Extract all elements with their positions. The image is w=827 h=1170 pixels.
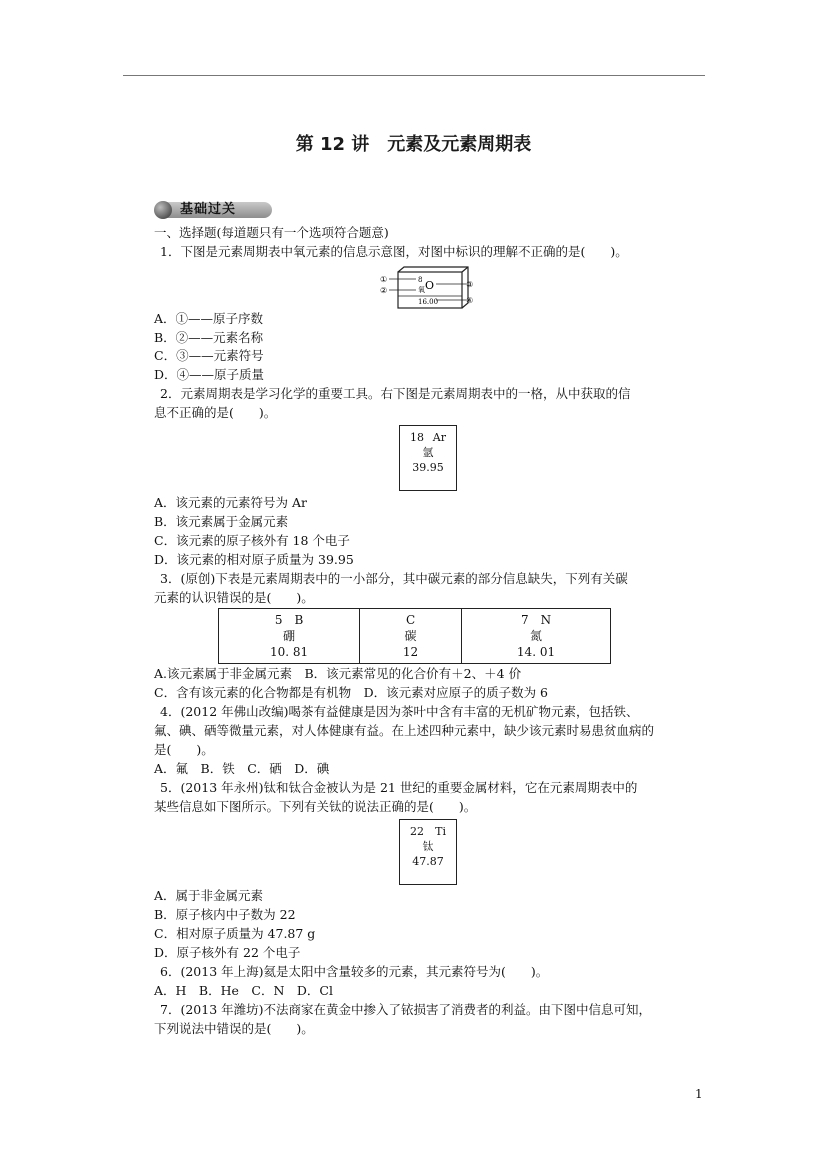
q3-options-1: A.该元素属于非金属元素 B．该元素常见的化合价有＋2、＋4 价 (154, 666, 522, 681)
q2-stem-2: 息不正确的是( )。 (154, 405, 277, 420)
nitrogen-mass: 14. 01 (516, 645, 556, 659)
q4-stem-3: 是( )。 (154, 742, 214, 757)
boron-name: 硼 (283, 629, 296, 643)
q2-option-c: C．该元素的原子核外有 18 个电子 (154, 533, 350, 548)
q6-stem: 6．(2013 年上海)氦是太阳中含量较多的元素，其元素符号为( )。 (160, 964, 549, 979)
boron-mass: 10. 81 (269, 645, 309, 659)
q5-stem-2: 某些信息如下图所示。下列有关钛的说法正确的是( )。 (154, 799, 477, 814)
q1-stem: 1．下图是元素周期表中氧元素的信息示意图，对图中标识的理解不正确的是( )。 (160, 244, 628, 259)
fig-marker-1: ① (380, 275, 388, 284)
boron-top: 5 B (274, 613, 304, 627)
fig-marker-2: ② (380, 286, 388, 295)
fig-number: 8 (418, 276, 423, 284)
carbon-cell (360, 609, 462, 664)
q6-options: A．H B．He C．N D．Cl (154, 983, 333, 998)
titanium-cell (399, 819, 457, 885)
q2-option-a: A．该元素的元素符号为 Ar (154, 495, 308, 510)
fig-marker-3: ③ (466, 280, 474, 289)
nitrogen-name: 氮 (530, 629, 543, 643)
argon-name: 氩 (422, 446, 434, 459)
q2-option-b: B．该元素属于金属元素 (154, 514, 289, 529)
titanium-name: 钛 (422, 840, 434, 853)
nitrogen-top: 7 N (520, 613, 552, 627)
q5-option-a: A．属于非金属元素 (154, 888, 264, 903)
header-rule (123, 75, 705, 76)
q5-option-c: C．相对原子质量为 47.87 g (154, 926, 316, 941)
argon-mass: 39.95 (412, 461, 444, 474)
fig-name: 氧 (418, 286, 425, 294)
q7-stem-1: 7．(2013 年潍坊)不法商家在黄金中掺入了铱损害了消费者的利益。由下图中信息可知， (160, 1002, 651, 1017)
q4-stem-1: 4．(2012 年佛山改编)喝茶有益健康是因为茶叶中含有丰富的无机矿物元素，包括铁、 (160, 704, 639, 719)
q3-options-2: C．含有该元素的化合物都是有机物 D．该元素对应原子的质子数为 6 (154, 685, 549, 700)
argon-number: 18 (410, 431, 424, 444)
carbon-name: 碳 (404, 629, 417, 643)
oxygen-figure (380, 266, 480, 312)
q2-option-d: D．该元素的相对原子质量为 39.95 (154, 552, 354, 567)
q5-option-b: B．原子核内中子数为 22 (154, 907, 296, 922)
boron-cell (219, 609, 360, 664)
q5-option-d: D．原子核外有 22 个电子 (154, 945, 301, 960)
carbon-mass: 12 (402, 645, 419, 659)
fig-symbol: O (425, 279, 435, 292)
q7-stem-2: 下列说法中错误的是( )。 (154, 1021, 314, 1036)
argon-symbol: Ar (432, 431, 446, 444)
page-title: 第 12 讲 元素及元素周期表 (295, 134, 532, 155)
q3-stem-1: 3．(原创)下表是元素周期表中的一小部分，其中碳元素的部分信息缺失，下列有关碳 (160, 571, 628, 586)
q5-stem-1: 5．(2013 年永州)钛和钛合金被认为是 21 世纪的重要金属材料，它在元素周期表中的 (160, 780, 638, 795)
fig-mass: 16.00 (418, 298, 439, 306)
q3-stem-2: 元素的认识错误的是( )。 (154, 590, 314, 605)
page-number: 1 (695, 1087, 703, 1101)
section-heading: 一、选择题(每道题只有一个选项符合题意) (154, 225, 389, 240)
fig-marker-4: ④ (466, 296, 474, 305)
q4-stem-2: 氟、碘、硒等微量元素，对人体健康有益。在上述四种元素中，缺少该元素时易患贫血病的 (154, 723, 655, 738)
carbon-top: C (405, 613, 416, 627)
titanium-mass: 47.87 (412, 855, 444, 868)
argon-cell (399, 425, 457, 491)
titanium-symbol: Ti (435, 825, 446, 838)
q2-stem-1: 2．元素周期表是学习化学的重要工具。右下图是元素周期表中的一格，从中获取的信 (160, 386, 631, 401)
nitrogen-cell (462, 609, 611, 664)
badge-dot-icon (154, 201, 172, 219)
periodic-table-fragment (218, 608, 611, 664)
q1-option-a: A．①——原子序数 (154, 311, 264, 326)
q1-option-c: C．③——元素符号 (154, 348, 264, 363)
badge-label: 基础过关 (180, 202, 237, 217)
section-badge (154, 201, 274, 219)
q1-option-b: B．②——元素名称 (154, 330, 264, 345)
titanium-number: 22 (410, 825, 424, 838)
q1-option-d: D．④——原子质量 (154, 367, 265, 382)
q4-options: A．氟 B．铁 C．硒 D．碘 (154, 761, 330, 776)
